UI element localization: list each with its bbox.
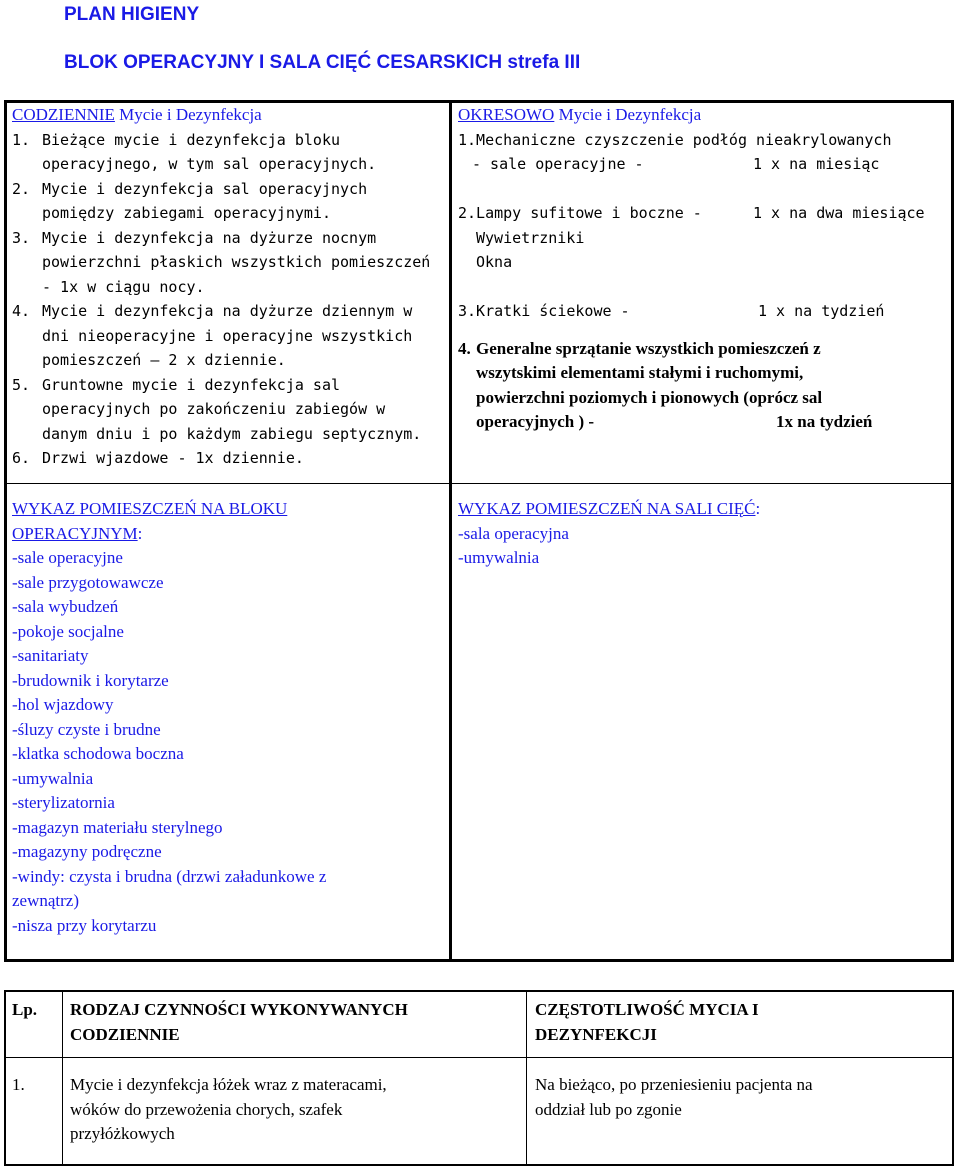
cesarean-rooms-section — [458, 497, 760, 571]
header-lp: Lp. — [12, 1000, 38, 1019]
daily-item: 6. Drzwi wjazdowe - 1x dziennie. — [12, 449, 304, 467]
periodic-item-4-frequency: 1x na tydzień — [776, 412, 873, 431]
periodic-item-2-line-3: Okna — [476, 253, 513, 271]
periodic-item-2-line-1: 2.Lampy sufitowe i boczne - 1 x na dwa miesiące — [458, 201, 948, 226]
periodic-item-1-line-2: - sale operacyjne - 1 x na miesiąc — [458, 152, 948, 177]
list-item: -magazyn materiału sterylnego — [12, 817, 223, 837]
list-item: -umywalnia — [458, 548, 540, 567]
list-item: -sale operacyjne — [12, 548, 123, 567]
list-item: -śluzy czyste i brudne — [12, 719, 161, 739]
column-divider — [449, 100, 452, 962]
header-frequency: CZĘSTOTLIWOŚĆ MYCIA I DEZYNFEKCJI — [535, 1000, 759, 1044]
list-item: -sala wybudzeń — [12, 597, 119, 616]
daily-item: 1. Bieżące mycie i dezynfekcja bloku operacyjnego, w tym sal operacyjnych. — [12, 130, 377, 173]
list-item: -klatka schodowa boczna — [12, 744, 184, 763]
row-1-activity: Mycie i dezynfekcja łóżek wraz z materacami, wóków do przewożenia chorych, szafek przyłóżkowych — [70, 1075, 387, 1143]
periodic-item-3-frequency: 1 x na tydzień — [758, 302, 885, 320]
list-item: -magazyny podręczne — [12, 842, 162, 861]
daily-item: 4. Mycie i dezynfekcja na dyżurze dziennym w dni nieoperacyjne i operacyjne wszystkich pomieszczeń – 2 x dziennie. — [12, 302, 413, 369]
daily-heading: CODZIENNIE Mycie i Dezynfekcja — [12, 105, 262, 124]
cesarean-rooms-list — [458, 522, 760, 571]
page-title: PLAN HIGIENY — [64, 4, 200, 25]
column-divider — [526, 992, 527, 1164]
periodic-item-3: 3.Kratki ściekowe - 1 x na tydzień — [458, 299, 948, 324]
list-item: -sterylizatornia — [12, 793, 115, 812]
block-rooms-section — [12, 497, 326, 938]
periodic-item-4: 4. Generalne sprzątanie wszystkich pomieszczeń z wszytskimi elementami stałymi i ruchomymi, powierzchni poziomych i pionowych (oprócz sal operacyjnych ) - 1x na tydzień — [458, 337, 948, 435]
column-divider — [62, 992, 63, 1164]
list-item: -sala operacyjna — [458, 523, 569, 543]
periodic-item-1-line-1: 1.Mechaniczne czyszczenie podłóg nieakrylowanych — [458, 130, 892, 149]
list-item: -hol wjazdowy — [12, 695, 114, 714]
periodic-section — [458, 103, 948, 435]
periodic-item-2-line-2: Wywietrzniki — [476, 228, 585, 247]
list-item: -umywalnia — [12, 768, 94, 788]
header-activity: RODZAJ CZYNNOŚCI WYKONYWANYCH CODZIENNIE — [70, 1000, 408, 1044]
block-rooms-heading-line-1: WYKAZ POMIESZCZEŃ NA BLOKU — [12, 499, 288, 518]
block-rooms-heading-line-2: OPERACYJNYM: — [12, 523, 143, 543]
list-item: zewnątrz) — [12, 891, 80, 910]
daily-list — [12, 128, 430, 471]
header-divider — [6, 1057, 952, 1058]
row-divider — [4, 483, 954, 484]
daily-item: 2. Mycie i dezynfekcja sal operacyjnych pomiędzy zabiegami operacyjnymi. — [12, 179, 368, 222]
page-subtitle: BLOK OPERACYJNY I SALA CIĘĆ CESARSKICH strefa III — [64, 52, 581, 73]
list-item: -nisza przy korytarzu — [12, 915, 157, 935]
daily-item: 3. Mycie i dezynfekcja na dyżurze nocnym powierzchni płaskich wszystkich pomieszczeń - 1x w ciągu nocy. — [12, 228, 431, 296]
row-1-frequency: Na bieżąco, po przeniesieniu pacjenta na oddział lub po zgonie — [535, 1075, 813, 1119]
list-item: -brudownik i korytarze — [12, 670, 169, 690]
list-item: -sale przygotowawcze — [12, 572, 164, 592]
daily-item: 5. Gruntowne mycie i dezynfekcja sal operacyjnych po zakończeniu zabiegów w danym dniu i po każdym zabiegu septycznym. — [12, 375, 422, 443]
daily-section — [12, 103, 430, 471]
row-1-number: 1. — [12, 1075, 25, 1094]
list-item: -sanitariaty — [12, 646, 89, 665]
list-item: -windy: czysta i brudna (drzwi załadunkowe z — [12, 866, 327, 886]
periodic-item-1-frequency: 1 x na miesiąc — [753, 155, 880, 173]
cesarean-rooms-heading: WYKAZ POMIESZCZEŃ NA SALI CIĘĆ: — [458, 499, 761, 518]
activities-table — [4, 990, 954, 1166]
list-item: -pokoje socjalne — [12, 621, 124, 641]
periodic-heading: OKRESOWO Mycie i Dezynfekcja — [458, 105, 702, 124]
block-rooms-list — [12, 546, 326, 938]
periodic-item-2-frequency: 1 x na dwa miesiące — [753, 204, 925, 222]
